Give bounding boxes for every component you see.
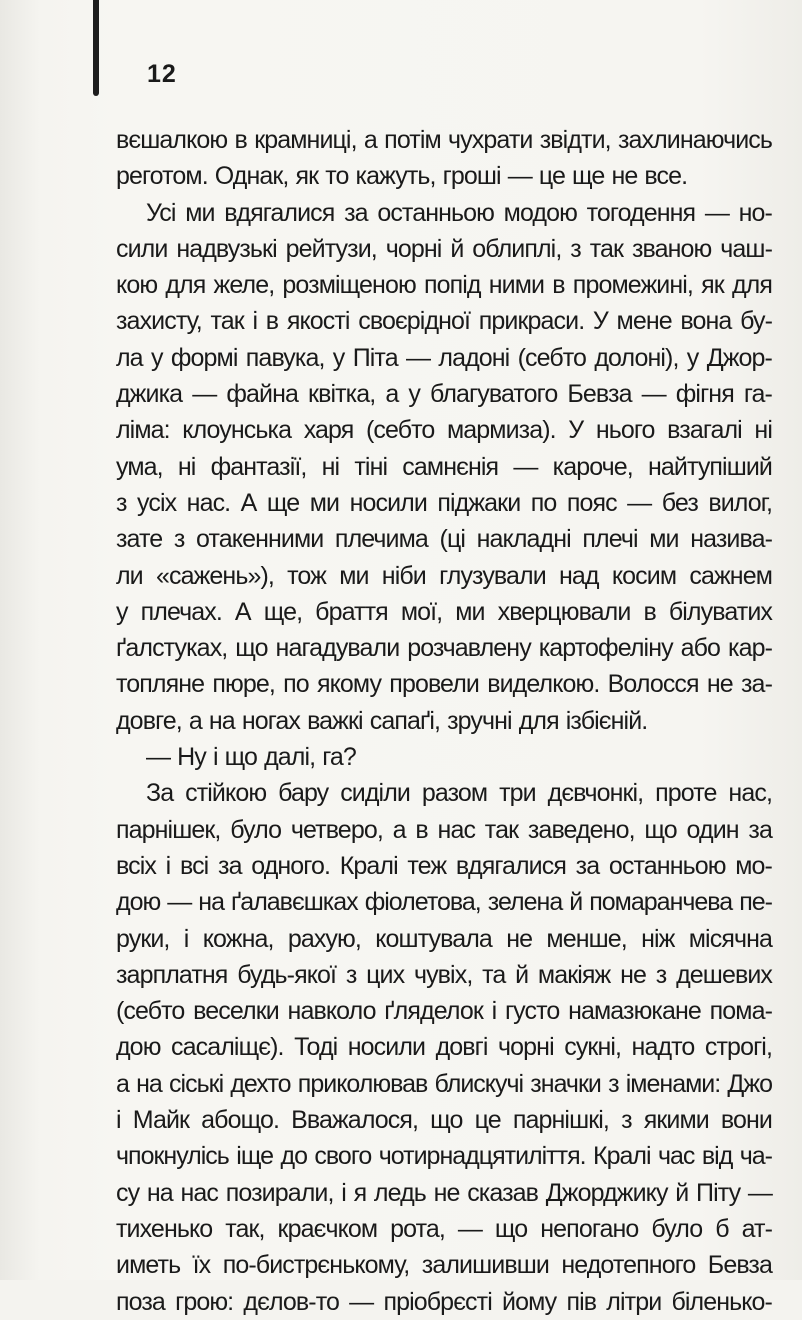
text-line: Усі ми вдягалися за останньою модою тогодення — но- xyxy=(146,198,772,227)
text-line: иметь їх по-бистрєнькому, залишивши недотепного Бевза xyxy=(116,1251,772,1280)
text-line: поза грою: дєлов-то — пріобрєсті йому пів літри біленько- xyxy=(116,1287,772,1316)
text-line: а на сіські дехто приколював блискучі значки з іменами: Джо xyxy=(116,1069,772,1098)
binding-edge-mark xyxy=(93,0,99,96)
text-line: захисту, так і в якості своєрідної прикраси. У мене вона бу- xyxy=(116,307,772,336)
text-line: ла у формі павука, у Піта — ладоні (себто долоні), у Джор- xyxy=(116,343,772,372)
text-line: ли «сажень»), тож ми ніби глузували над косим сажнем xyxy=(116,561,772,590)
text-line: і Майк абощо. Вважалося, що це парнішкі, з якими вони xyxy=(116,1106,772,1135)
text-line: з усіх нас. А ще ми носили піджаки по пояс — без вилог, xyxy=(116,488,772,517)
body-text xyxy=(116,122,772,1320)
text-line: всіх і всі за одного. Кралі теж вдягалися за останньою мо- xyxy=(116,851,772,880)
text-line: дою сасаліщє). Тоді носили довгі чорні сукні, надто строгі, xyxy=(116,1033,772,1062)
text-line: ума, ні фантазії, ні тіні самнєнія — кароче, найтупіший xyxy=(116,452,772,481)
text-line: ліма: клоунська харя (себто мармиза). У нього взагалі ні xyxy=(116,416,772,445)
text-line: За стійкою бару сиділи разом три дєвчонкі, проте нас, xyxy=(146,779,772,808)
text-line: джика — файна квітка, а у благуватого Бевза — фігня га- xyxy=(116,380,772,409)
text-line: кою для желе, розміщеною попід ними в промежині, як для xyxy=(116,271,772,300)
text-line: дою — на ґалавєшках фіолетова, зелена й помаранчева пе- xyxy=(116,888,772,917)
text-line: ґалстуках, що нагадували розчавлену картофеліну або кар- xyxy=(116,634,772,663)
text-line: тихенько так, краєчком рота, — що непогано було б ат- xyxy=(116,1214,772,1243)
text-line: зате з отакенними плечима (ці накладні плечі ми назива- xyxy=(116,525,772,554)
text-line: вєшалкою в крамниці, а потім чухрати звідти, захлинаючись xyxy=(116,126,772,154)
text-line: довге, а на ногах важкі сапаґі, зручні для ізбієній. xyxy=(116,706,648,735)
text-line: — Ну і що далі, га? xyxy=(146,743,356,772)
text-line: чпокнулісь іще до свого чотирнадцятиліття. Кралі час від ча- xyxy=(116,1142,772,1171)
page-number: 12 xyxy=(147,60,177,88)
text-line: сили надвузькі рейтузи, чорні й облиплі, з так званою чаш- xyxy=(116,234,772,263)
text-line: парнішек, було четверо, а в нас так заведено, що один за xyxy=(116,815,772,844)
text-line: (себто веселки навколо ґляделок і густо намазюкане пома- xyxy=(116,997,772,1026)
text-line: реготом. Однак, як то кажуть, гроші — це ще не все. xyxy=(116,162,688,191)
text-line: зарплатня будь-якої з цих чувіх, та й макіяж не з дешевих xyxy=(116,960,772,989)
text-line: руки, і кожна, рахую, коштувала не менше, ніж місячна xyxy=(116,924,772,953)
text-line: топляне пюре, по якому провели виделкою. Волосся не за- xyxy=(116,670,772,699)
text-line: су на нас позирали, і я ледь не сказав Джорджику й Піту — xyxy=(116,1178,772,1207)
text-line: у плечах. А ще, браття мої, ми хверцювали в білуватих xyxy=(116,597,772,626)
